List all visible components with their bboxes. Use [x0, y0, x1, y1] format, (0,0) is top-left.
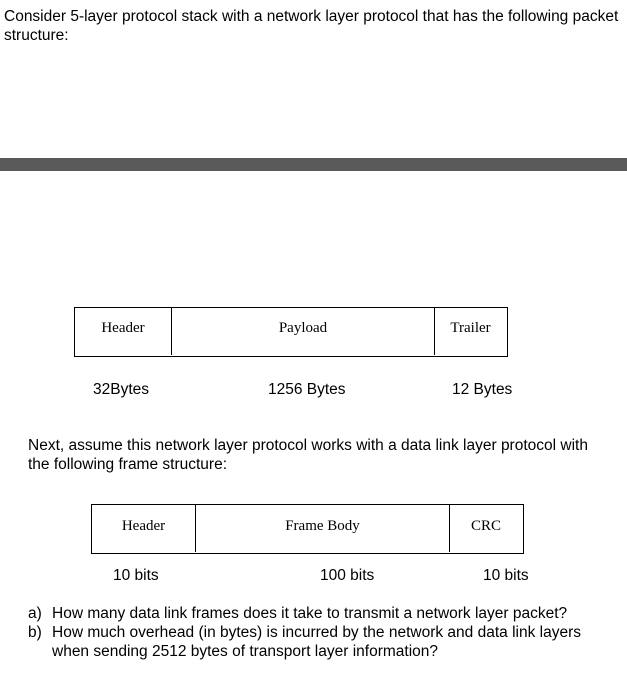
question-b — [28, 623, 618, 661]
frame-intro-paragraph: Next, assume this network layer protocol works with a data link layer protocol with the following frame structure: — [28, 437, 588, 473]
question-a-label: a) — [28, 605, 42, 622]
packet-structure-diagram — [74, 307, 508, 357]
packet-header-size: 32Bytes — [93, 381, 150, 398]
question-b-text: How much overhead (in bytes) is incurred by the network and data link layers when sending 2512 bytes of transport layer information? — [52, 624, 581, 660]
frame-body-size: 100 bits — [320, 567, 375, 584]
frame-body-field: Frame Body — [195, 505, 449, 552]
frame-crc-size: 10 bits — [483, 567, 529, 584]
packet-payload-field: Payload — [171, 308, 434, 355]
packet-trailer-field: Trailer — [434, 308, 506, 355]
packet-payload-size: 1256 Bytes — [268, 381, 346, 398]
frame-header-size: 10 bits — [113, 567, 159, 584]
intro-paragraph: Consider 5-layer protocol stack with a network layer protocol that has the following packet structure: — [4, 8, 619, 44]
frame-header-field: Header — [121, 518, 166, 534]
frame-crc-field: CRC — [449, 505, 522, 552]
question-a — [28, 604, 618, 623]
packet-header-field: Header — [101, 320, 145, 336]
question-b-label: b) — [28, 624, 42, 641]
divider-bar — [0, 158, 627, 171]
question-a-text: How many data link frames does it take to transmit a network layer packet? — [52, 605, 568, 622]
packet-trailer-size: 12 Bytes — [452, 381, 513, 398]
frame-structure-diagram — [91, 504, 524, 554]
